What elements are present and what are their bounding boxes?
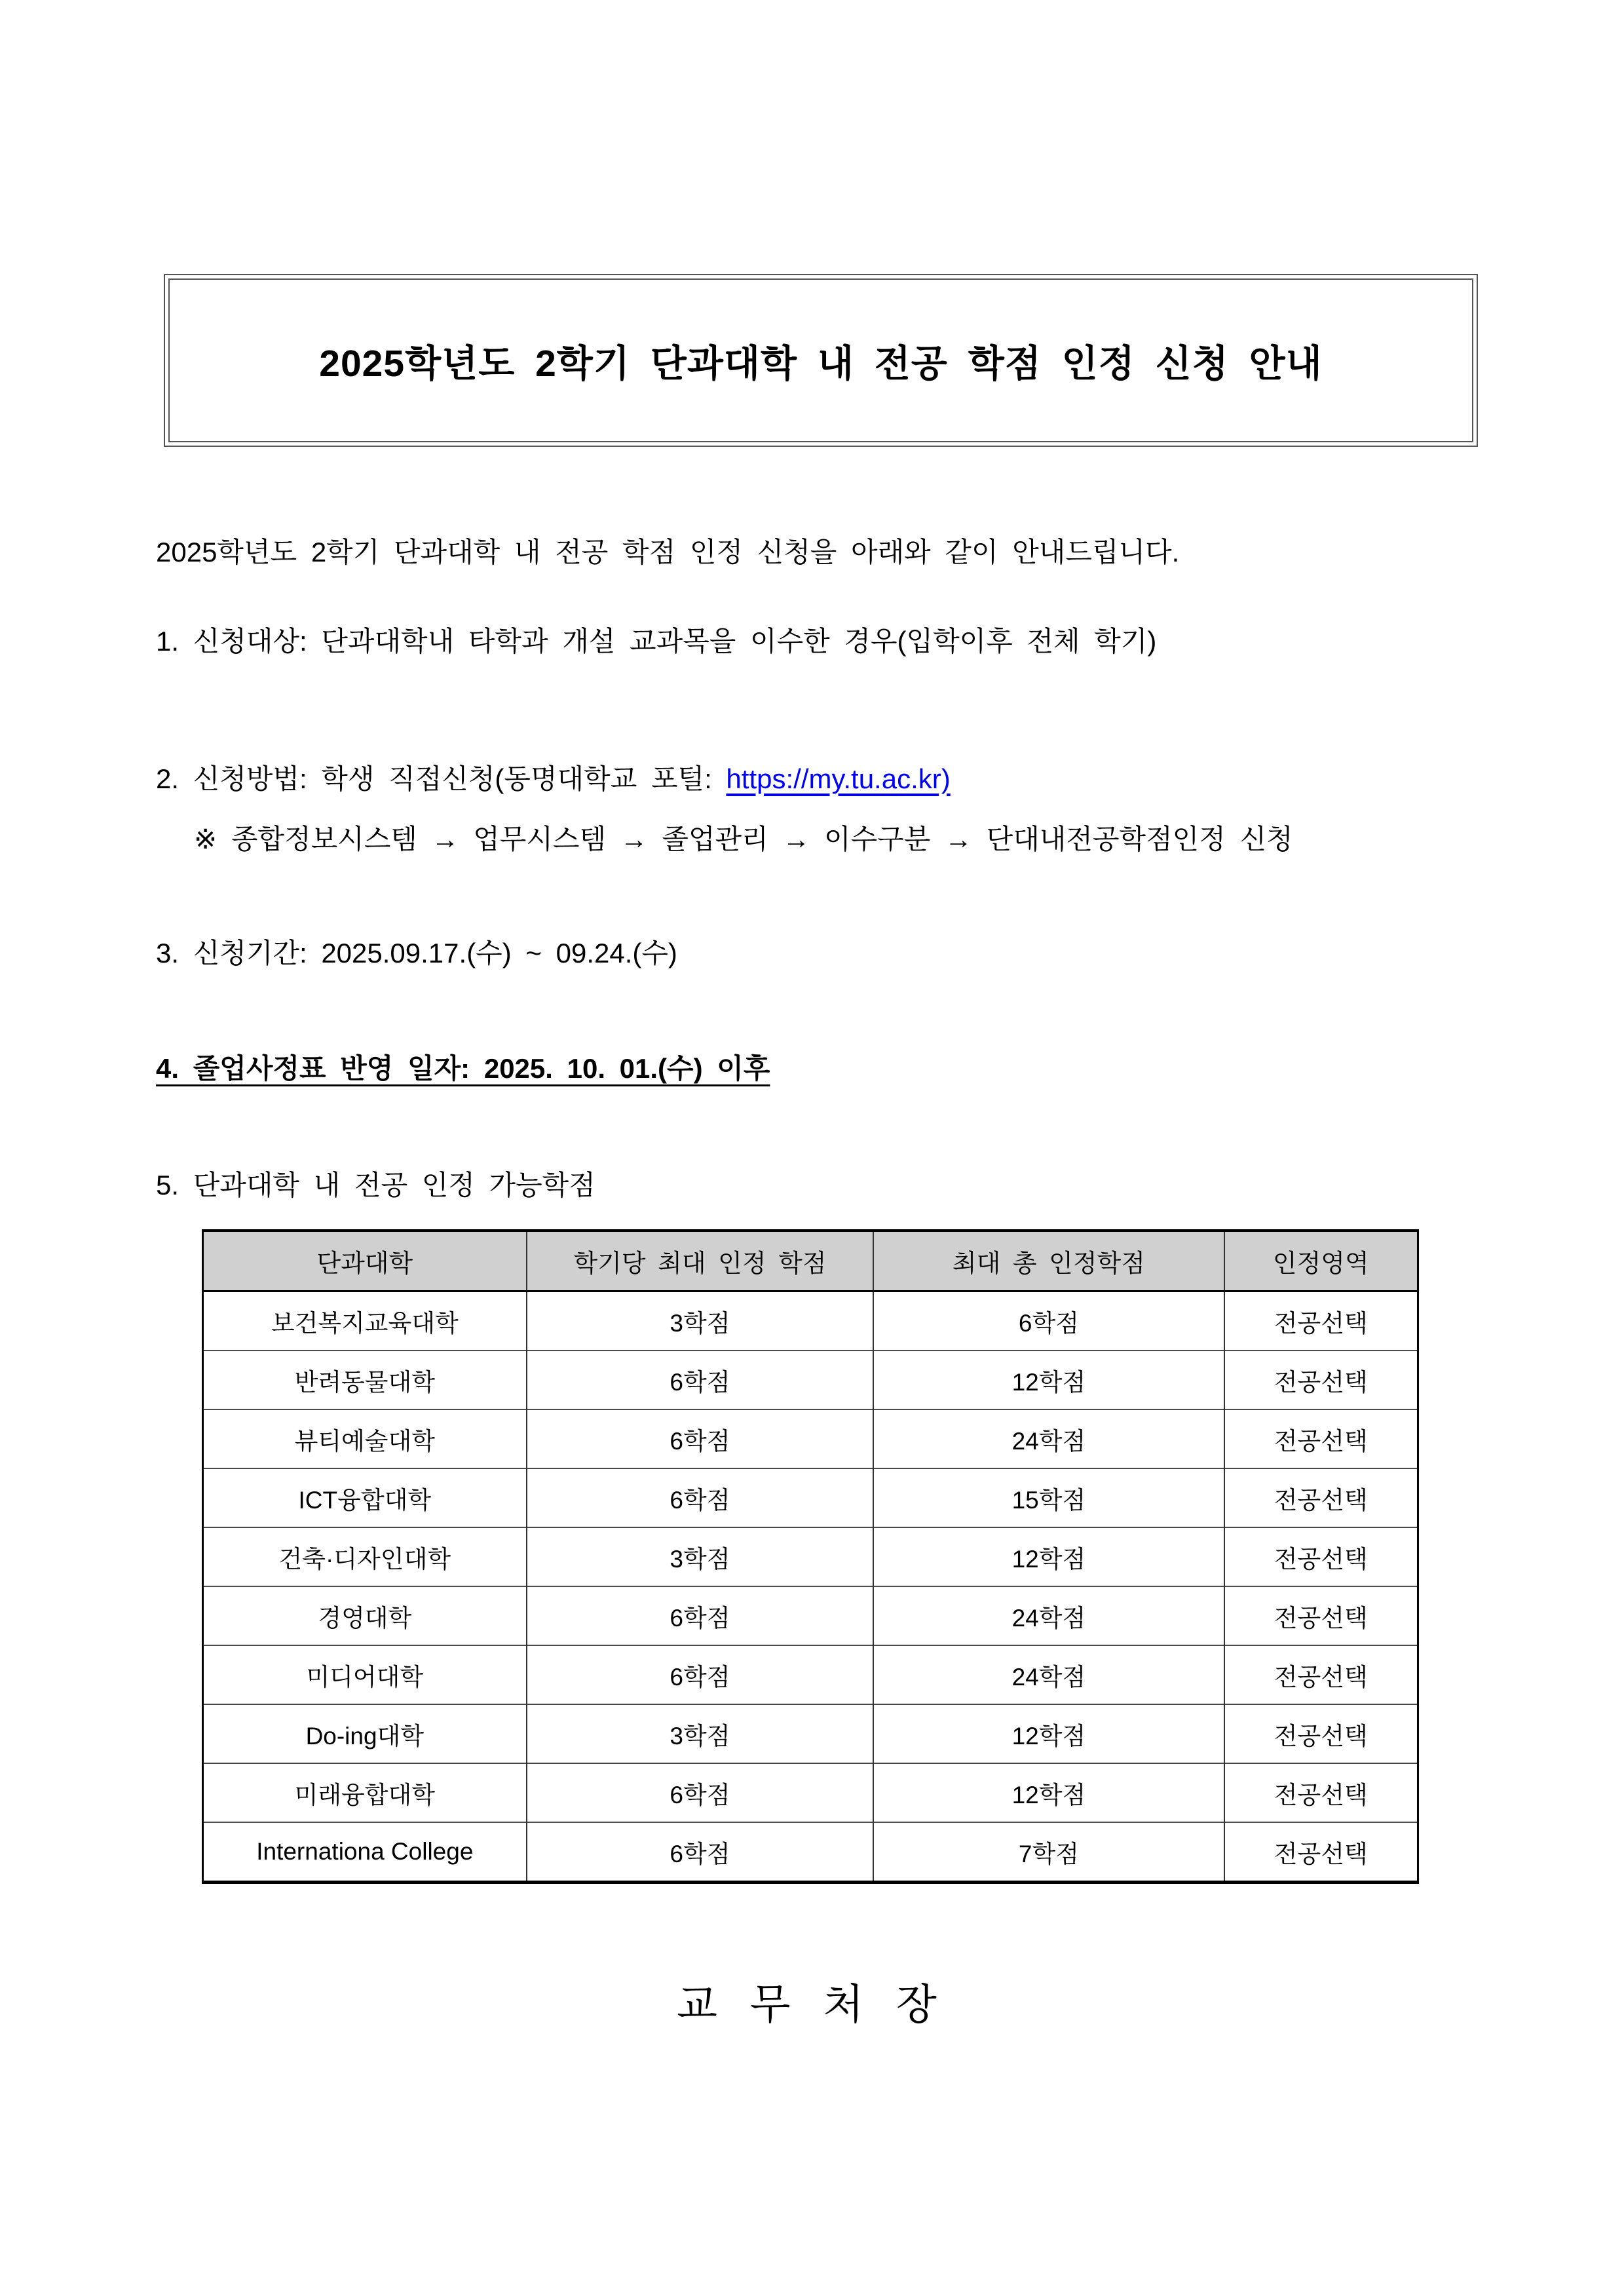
recognition-area-cell: 전공선택 bbox=[1224, 1409, 1417, 1468]
credit-table-header bbox=[204, 1232, 1417, 1292]
college-cell: 보건복지교육대학 bbox=[271, 1310, 459, 1337]
college-cell: ICT융합대학 bbox=[204, 1468, 527, 1527]
max-per-semester-cell: 6학점 bbox=[527, 1645, 874, 1704]
college-cell: Do-ing대학 bbox=[204, 1704, 527, 1763]
college-cell: Internationa College bbox=[204, 1822, 527, 1881]
table-row bbox=[204, 1292, 1417, 1351]
credit-table-container bbox=[202, 1229, 1419, 1884]
max-per-semester-cell: 3학점 bbox=[527, 1527, 874, 1586]
college-cell: 건축·디자인대학 bbox=[204, 1527, 527, 1586]
max-per-semester-cell: 6학점 bbox=[527, 1763, 874, 1822]
recognition-area-cell: 전공선택 bbox=[1224, 1350, 1417, 1409]
max-per-semester-cell: 3학점 bbox=[527, 1704, 874, 1763]
max-total-cell: 24학점 bbox=[873, 1645, 1224, 1704]
title-box-inner-border bbox=[168, 278, 1473, 442]
recognition-area-cell: 전공선택 bbox=[1224, 1763, 1417, 1822]
menu-path-note: ※ 종합정보시스템 → 업무시스템 → 졸업관리 → 이수구분 → 단대내전공학점인정 신청 bbox=[194, 824, 1293, 854]
max-total-cell: 6학점 bbox=[873, 1292, 1224, 1351]
table-row bbox=[204, 1586, 1417, 1645]
recognition-area-cell: 전공선택 bbox=[1224, 1586, 1417, 1645]
college-cell: 경영대학 bbox=[204, 1586, 527, 1645]
page-title: 2025학년도 2학기 단과대학 내 전공 학점 인정 신청 안내 bbox=[319, 343, 1323, 385]
max-total-cell: 24학점 bbox=[873, 1586, 1224, 1645]
recognition-area-cell: 전공선택 bbox=[1224, 1645, 1417, 1704]
header-college: 단과대학 bbox=[204, 1232, 527, 1292]
college-cell: 반려동물대학 bbox=[204, 1350, 527, 1409]
max-per-semester-cell: 6학점 bbox=[527, 1409, 874, 1468]
college-cell: 미래융합대학 bbox=[204, 1763, 527, 1822]
table-row bbox=[204, 1704, 1417, 1763]
recognition-area-cell: 전공선택 bbox=[1224, 1704, 1417, 1763]
table-row bbox=[204, 1645, 1417, 1704]
table-row bbox=[204, 1350, 1417, 1409]
max-total-cell: 12학점 bbox=[873, 1527, 1224, 1586]
max-total-cell: 24학점 bbox=[873, 1409, 1224, 1468]
table-row bbox=[204, 1527, 1417, 1586]
header-recognition-area: 인정영역 bbox=[1224, 1232, 1417, 1292]
max-total-cell: 12학점 bbox=[873, 1704, 1224, 1763]
college-cell: 미디어대학 bbox=[204, 1645, 527, 1704]
max-per-semester-cell: 6학점 bbox=[527, 1822, 874, 1881]
table-row bbox=[204, 1763, 1417, 1822]
portal-link[interactable]: https://my.tu.ac.kr) bbox=[726, 763, 951, 794]
credit-table bbox=[204, 1232, 1417, 1881]
intro-paragraph: 2025학년도 2학기 단과대학 내 전공 학점 인정 신청을 아래와 같이 안내드립니다. bbox=[156, 537, 1180, 567]
max-total-cell: 15학점 bbox=[873, 1468, 1224, 1527]
header-max-per-semester: 학기당 최대 인정 학점 bbox=[527, 1232, 874, 1292]
header-max-total: 최대 총 인정학점 bbox=[873, 1232, 1224, 1292]
title-box bbox=[164, 274, 1478, 447]
header-row bbox=[204, 1232, 1417, 1292]
item-application-target: 1. 신청대상: 단과대학내 타학과 개설 교과목을 이수한 경우(입학이후 전체 학기) bbox=[156, 626, 1157, 657]
max-total-cell: 12학점 bbox=[873, 1350, 1224, 1409]
recognition-area-cell: 전공선택 bbox=[1224, 1292, 1417, 1351]
item-credit-table-heading: 5. 단과대학 내 전공 인정 가능학점 bbox=[156, 1170, 595, 1200]
max-per-semester-cell: 6학점 bbox=[527, 1468, 874, 1527]
recognition-area-cell: 전공선택 bbox=[1224, 1822, 1417, 1881]
max-total-cell: 7학점 bbox=[873, 1822, 1224, 1881]
max-per-semester-cell: 3학점 bbox=[527, 1292, 874, 1351]
recognition-area-cell: 전공선택 bbox=[1224, 1527, 1417, 1586]
max-total-cell: 12학점 bbox=[873, 1763, 1224, 1822]
table-row bbox=[204, 1822, 1417, 1881]
table-row bbox=[204, 1468, 1417, 1527]
signature-dean-of-academic-affairs: 교 무 처 장 bbox=[677, 1981, 947, 2028]
item-graduation-report-date: 4. 졸업사정표 반영 일자: 2025. 10. 01.(수) 이후 bbox=[156, 1053, 770, 1084]
max-per-semester-cell: 6학점 bbox=[527, 1350, 874, 1409]
item-application-method bbox=[156, 763, 951, 795]
recognition-area-cell: 전공선택 bbox=[1224, 1468, 1417, 1527]
college-cell: 뷰티예술대학 bbox=[204, 1409, 527, 1468]
table-row bbox=[204, 1409, 1417, 1468]
item-application-method-text: 2. 신청방법: 학생 직접신청(동명대학교 포털: bbox=[156, 763, 727, 794]
max-per-semester-cell: 6학점 bbox=[527, 1586, 874, 1645]
item-application-period: 3. 신청기간: 2025.09.17.(수) ~ 09.24.(수) bbox=[156, 938, 677, 968]
table-body bbox=[204, 1292, 1417, 1881]
